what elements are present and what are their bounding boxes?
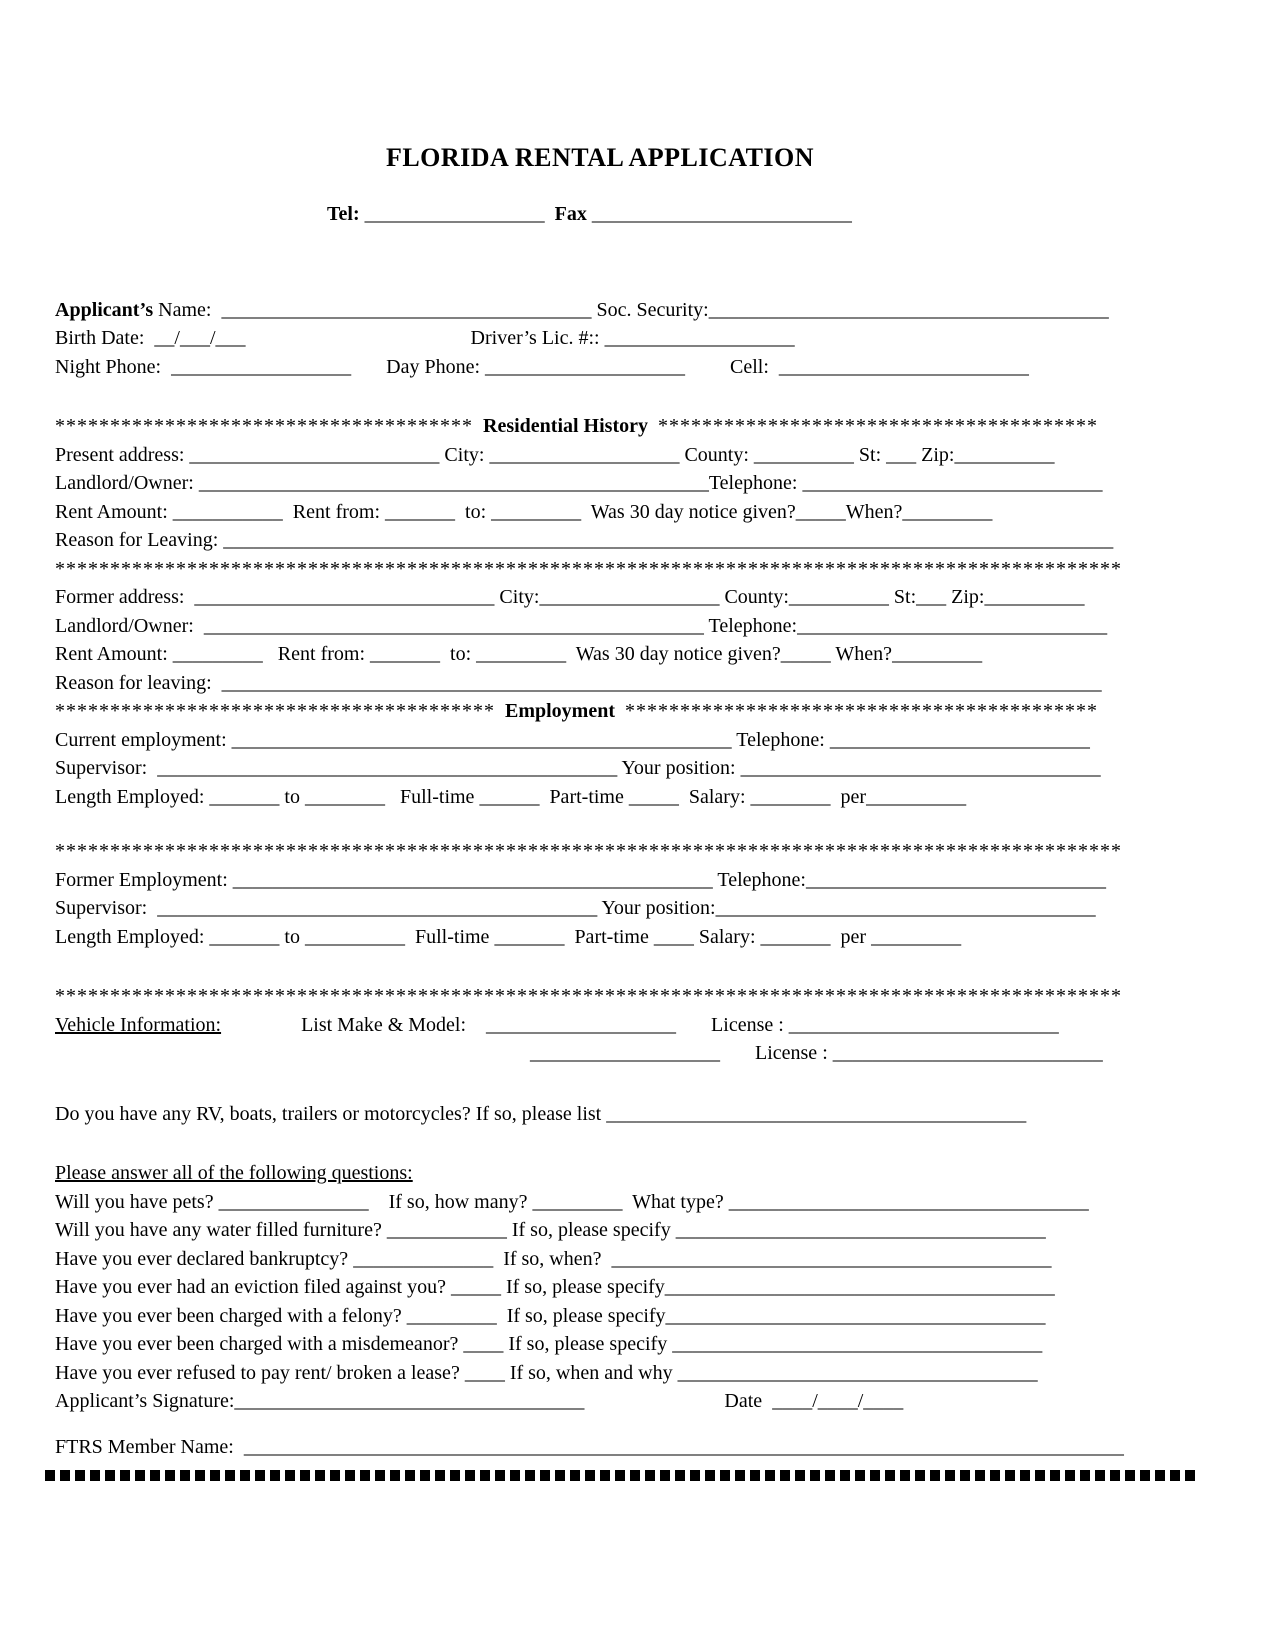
label-text: Have you ever been charged with a misdemeanor? [55,1333,464,1355]
blank-field: ___________________________________ [234,1390,585,1412]
spacer [55,1042,530,1064]
asterisk-run: ************************************************************************************************* [55,557,1122,580]
label-text: Salary: [678,785,751,808]
label-text: Former address: [55,586,195,608]
label-text: Telephone: [731,728,830,751]
blank-field: __________ [753,443,854,466]
night-phone-line [55,353,1225,382]
residential-separator [55,555,1225,584]
label-text: Please answer all of the following questions: [55,1162,413,1184]
label-text: Length Employed: [55,785,210,808]
label-text: Have you ever refused to pay rent/ broken a lease? [55,1361,465,1384]
label-text: If so, please specify [496,1304,666,1327]
current-employment-line [55,726,1225,755]
label-text: per [830,785,867,808]
length-employed-line-former [55,923,1225,952]
asterisk-run: ******************************************* [625,700,1098,722]
label-text: Reason for leaving: [55,671,222,694]
spacer [351,356,386,378]
label-text: Supervisor: [55,897,158,919]
blank-field: ____________________________________ [728,1190,1089,1213]
former-employment-line [55,866,1225,895]
blank-field: ___________________ [489,443,680,466]
label-text: Rent Amount: [55,500,173,523]
residential-history-header [55,412,1225,441]
blank-field: _____ [795,500,846,523]
blank-field: ______________________________ [194,586,495,608]
label-text: Full-time [384,785,480,808]
blank-field: __________ [954,443,1055,466]
label-text: to: [455,500,492,523]
blank-field: _________ [532,1190,623,1213]
label-text: Was 30 day notice given? [566,643,781,665]
label-text: Have you ever been charged with a felony? [55,1304,407,1327]
label-text: Zip: [946,586,985,608]
label-text: City: [494,586,540,608]
blank-field: _________________________ [189,443,440,466]
blank-field: __________________ [364,203,545,225]
label-text: County: [719,586,789,608]
asterisk-run: ************************************** [55,415,473,437]
label-text: Landlord/Owner: [55,614,204,637]
label-text: Salary: [693,925,761,948]
label-text: Vehicle Information: [55,1013,222,1036]
rent-amount-line-former [55,640,1225,669]
label-text: Rent from: [282,500,386,523]
label-text: Will you have pets? [55,1190,219,1213]
applicant-signature-line [55,1387,1225,1416]
blank-field: __________________________________________________ [231,728,732,751]
blank-field: ____________________ [485,355,686,378]
label-text: Current employment: [55,728,232,751]
blank-field: _______ [209,785,280,808]
blank-field: __________________________________________________ [203,614,704,637]
blank-field: _____________________________________ [221,298,592,321]
blank-field: _______________________________________ [664,1276,1055,1298]
label-text: If so, please specify [506,1219,676,1241]
label-text: Applicant’s [55,298,154,321]
refused-rent-question-line [55,1359,1225,1388]
supervisor-line-current [55,754,1225,783]
label-text: Rent Amount: [55,643,173,665]
label-text: City: [439,443,490,466]
blank-field: ____ [464,1361,505,1384]
employment-separator [55,837,1225,866]
rv-question-line [55,1100,1225,1129]
blank-field: __________ [984,586,1085,608]
spacer [221,1014,301,1036]
landlord-owner-line-present [55,469,1225,498]
label-text: Night Phone: [55,355,172,378]
label-text: Have you ever declared bankruptcy? [55,1247,354,1270]
blank-field: ___________ [172,500,283,523]
label-text: FLORIDA RENTAL APPLICATION [385,143,815,172]
vehicle-separator [55,982,1225,1011]
blank-field: _____________________________________ [672,1333,1043,1355]
asterisk-run: ************************************************************************************************* [55,985,1122,1007]
former-address-line [55,583,1225,612]
spacer [685,356,730,378]
label-text: Rent from: [262,643,371,665]
blank-field: _____________________________________ [675,1219,1046,1241]
label-text: If so, please specify [500,1276,665,1298]
spacer [676,1014,711,1036]
blank-field: __________________ [539,586,720,608]
reason-for-leaving-line-present [55,526,1225,555]
blank-field: _______ [760,925,831,948]
cut-line [45,1470,1195,1481]
bankruptcy-question-line [55,1245,1225,1274]
blank-field: _____ [780,643,831,665]
blank-field: ________ [304,785,385,808]
length-employed-line-current [55,783,1225,812]
page-title [55,140,1225,176]
label-text: If so, how many? [368,1190,533,1213]
pets-question-line [55,1188,1225,1217]
blank-field: ________________________________________________ [232,868,713,891]
label-text: Name: [153,298,222,321]
blank-field: ___________________________________________________ [198,472,709,494]
label-text: County: [679,443,754,466]
label-text: Day Phone: [386,355,486,378]
label-text: Reason for Leaving: [55,529,224,551]
birth-date-line [55,324,1225,353]
applicant-name-line [55,296,1225,325]
blank-field: _________ [871,925,962,948]
label-text: Your position: [617,757,741,779]
blank-field: _________ [406,1304,497,1327]
label-text: to [279,785,305,808]
label-text: Driver’s Lic. #:: [470,327,605,349]
misdemeanor-question-line [55,1330,1225,1359]
label-text: Residential History [473,415,658,437]
blank-field: ______________________________ [802,472,1103,494]
spacer [545,203,555,225]
answer-questions-header [55,1159,1225,1188]
reason-for-leaving-line-former [55,669,1225,698]
blank-field: ___________________________ [832,1042,1103,1064]
blank-field: __________________________ [591,203,852,225]
blank-field: ________ [750,785,831,808]
label-text: License : [711,1013,789,1036]
blank-field: ____ [653,925,694,948]
landlord-owner-line-former [55,612,1225,641]
label-text: Telephone: [703,614,798,637]
asterisk-run: **************************************** [658,415,1098,437]
blank-field: ______________________________________ [665,1304,1046,1327]
blank-field: ____ [463,1333,504,1355]
label-text: Will you have any water filled furniture? [55,1219,387,1241]
label-text: Soc. Security: [591,298,709,321]
eviction-question-line [55,1273,1225,1302]
blank-field: ______________________________________________ [157,757,618,779]
blank-field: ______________________________ [805,868,1106,891]
felony-question-line [55,1302,1225,1331]
label-text: St: [888,586,917,608]
blank-field: __________________________________________ [606,1102,1027,1125]
label-text: Part-time [564,925,654,948]
label-text: St: [853,443,887,466]
blank-field: __________________ [171,355,352,378]
label-text: If so, when and why [504,1361,678,1384]
spacer [584,1390,724,1412]
label-text: List Make & Model: [301,1013,487,1036]
blank-field: _____ [628,785,679,808]
label-text: per [830,925,872,948]
blank-field: ____/____/____ [772,1390,904,1412]
label-text: to [279,925,305,948]
label-text: Length Employed: [55,925,210,948]
label-text: Date [724,1390,773,1412]
label-text: Telephone: [708,472,803,494]
blank-field: ____________ [386,1219,507,1241]
blank-field: _______ [494,925,565,948]
label-text: License : [755,1042,833,1064]
employment-header [55,697,1225,726]
blank-field: _________ [902,500,993,523]
blank-field: ______ [479,785,540,808]
blank-field: ___________________ [486,1013,677,1036]
label-text: When? [845,500,903,523]
water-furniture-question-line [55,1216,1225,1245]
label-text: Applicant’s Signature: [55,1390,235,1412]
blank-field: _________ [491,500,582,523]
label-text: to: [440,643,477,665]
label-text: Tel: [327,203,365,225]
label-text: Telephone: [712,868,806,891]
blank-field: _________ [892,643,983,665]
blank-field: _________ [172,643,263,665]
label-text: Full-time [404,925,495,948]
blank-field: ____________________________________________ [157,897,598,919]
blank-field: ______________________________________ [715,897,1096,919]
blank-field: ___________________ [530,1042,720,1064]
asterisk-run: **************************************** [55,700,495,722]
blank-field: _________ [476,643,567,665]
present-address-line [55,441,1225,470]
blank-field: ____________________________________________ [611,1247,1052,1270]
spacer [720,1042,755,1064]
label-text: Landlord/Owner: [55,472,199,494]
label-text: Employment [495,700,625,722]
label-text: Do you have any RV, boats, trailers or motorcycles? If so, please list [55,1102,607,1125]
blank-field: ___ [886,443,917,466]
label-text: Former Employment: [55,868,233,891]
blank-field: _______ [370,643,441,665]
blank-field: __________ [866,785,967,808]
blank-field: __________ [304,925,405,948]
blank-field: _______________ [218,1190,369,1213]
blank-field: ________________________________________ [708,298,1109,321]
label-text: Birth Date: __/___/___ [55,327,246,349]
label-text: FTRS Member Name: [55,1435,244,1458]
vehicle-information-line [55,1011,1225,1040]
vehicle-license-line-2 [55,1039,1225,1068]
ftrs-member-line [55,1433,1225,1462]
spacer [246,327,471,349]
label-text: Zip: [916,443,955,466]
supervisor-line-former [55,894,1225,923]
blank-field: _______________________________ [797,614,1108,637]
blank-field: _______ [385,500,456,523]
label-text: Was 30 day notice given? [581,500,796,523]
blank-field: ___ [916,586,947,608]
tel-fax-line [55,200,1225,229]
blank-field: _________________________________________________________________________________________ [223,529,1114,551]
blank-field: ________________________________________________________________________________________ [221,671,1102,694]
label-text: If so, please specify [503,1333,673,1355]
rent-amount-line-present [55,498,1225,527]
asterisk-run: ************************************************************************************************* [55,840,1122,862]
blank-field: _____ [450,1276,501,1298]
label-text: Supervisor: [55,757,158,779]
label-text: Have you ever had an eviction filed against you? [55,1276,451,1298]
blank-field: ________________________________________________________________________________________ [243,1435,1124,1458]
blank-field: __________ [788,586,889,608]
label-text: Your position: [597,897,716,919]
blank-field: ___________________ [604,327,795,349]
label-text: When? [830,643,893,665]
blank-field: _______ [209,925,280,948]
label-text: Part-time [539,785,629,808]
label-text: If so, when? [493,1247,612,1270]
blank-field: __________________________ [829,728,1090,751]
blank-field: ______________ [353,1247,494,1270]
blank-field: ___________________________ [788,1013,1059,1036]
blank-field: _________________________ [778,355,1029,378]
label-text: Fax [554,203,592,225]
label-text: What type? [622,1190,729,1213]
blank-field: ____________________________________ [677,1361,1038,1384]
blank-field: ____________________________________ [740,757,1101,779]
label-text: Present address: [55,443,190,466]
label-text: Cell: [730,355,779,378]
